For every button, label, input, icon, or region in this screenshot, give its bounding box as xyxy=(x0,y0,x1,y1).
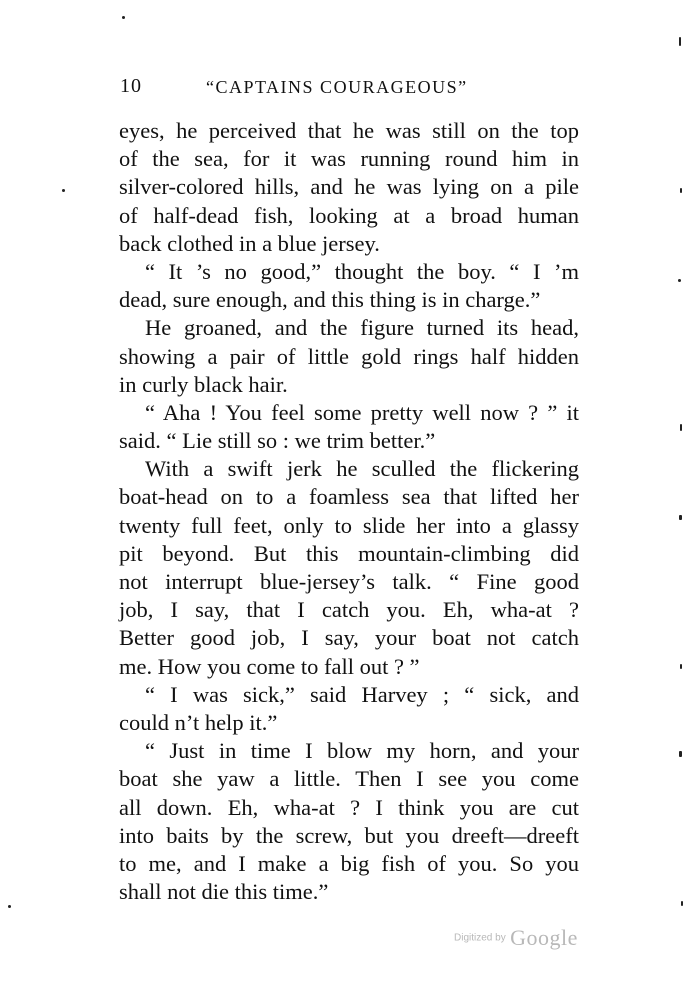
text-line: boat-head on to a foamless sea that lifted her xyxy=(119,484,579,510)
running-title: “CAPTAINS COURAGEOUS” xyxy=(206,77,468,97)
text-line: not interrupt blue-jersey’s talk. “ Fine good xyxy=(119,569,579,594)
scan-speck xyxy=(680,188,682,193)
scan-speck xyxy=(8,905,11,908)
text-line: He groaned, and the figure turned its head, xyxy=(145,315,579,341)
text-line: of half-dead fish, looking at a broad human xyxy=(119,202,579,228)
text-line: said. “ Lie still so : we trim better.” xyxy=(119,428,436,454)
text-line: “ It ’s no good,” thought the boy. “ I ’m xyxy=(145,258,579,284)
scan-speck xyxy=(678,279,681,282)
text-line: job, I say, that I catch you. Eh, wha-at ? xyxy=(119,597,579,623)
scan-speck xyxy=(62,189,65,192)
scan-speck xyxy=(679,515,682,520)
text-line: eyes, he perceived that he was still on the top xyxy=(119,118,579,143)
scan-speck xyxy=(122,16,125,19)
watermark-prefix: Digitized by xyxy=(454,932,506,944)
scan-speck xyxy=(679,751,682,757)
text-line: boat she yaw a little. Then I see you come xyxy=(119,766,579,792)
text-line: back clothed in a blue jersey. xyxy=(119,230,380,256)
text-line: me. How you come to fall out ? ” xyxy=(119,653,420,679)
text-line: Better good job, I say, your boat not catch xyxy=(119,625,579,651)
google-logo: Google xyxy=(510,925,578,950)
digitized-watermark xyxy=(454,925,578,951)
text-line: dead, sure enough, and this thing is in charge.” xyxy=(119,287,541,313)
body-text xyxy=(119,117,579,906)
running-header xyxy=(120,75,580,101)
text-line: silver-colored hills, and he was lying on a pile xyxy=(119,174,579,200)
page-number: 10 xyxy=(120,75,142,97)
text-line: With a swift jerk he sculled the flickering xyxy=(145,456,579,482)
text-line: of the sea, for it was running round him in xyxy=(119,146,579,172)
text-line: showing a pair of little gold rings half hidden xyxy=(119,343,579,369)
text-line: all down. Eh, wha-at ? I think you are cut xyxy=(119,794,579,820)
text-line: pit beyond. But this mountain-climbing did xyxy=(119,540,579,566)
text-line: “ I was sick,” said Harvey ; “ sick, and xyxy=(145,681,579,707)
scan-speck xyxy=(679,37,681,46)
text-line: to me, and I make a big fish of you. So you xyxy=(119,850,579,876)
text-line: in curly black hair. xyxy=(119,371,288,397)
text-line: twenty full feet, only to slide her into a glassy xyxy=(119,512,579,538)
scan-speck xyxy=(681,901,683,906)
scan-speck xyxy=(680,424,682,431)
text-line: into baits by the screw, but you dreeft—dreeft xyxy=(119,822,579,848)
text-line: shall not die this time.” xyxy=(119,879,329,905)
text-line: could n’t help it.” xyxy=(119,709,278,735)
text-line: “ Just in time I blow my horn, and your xyxy=(145,738,579,764)
text-line: “ Aha ! You feel some pretty well now ? ” it xyxy=(145,399,579,425)
scan-speck xyxy=(680,664,682,669)
